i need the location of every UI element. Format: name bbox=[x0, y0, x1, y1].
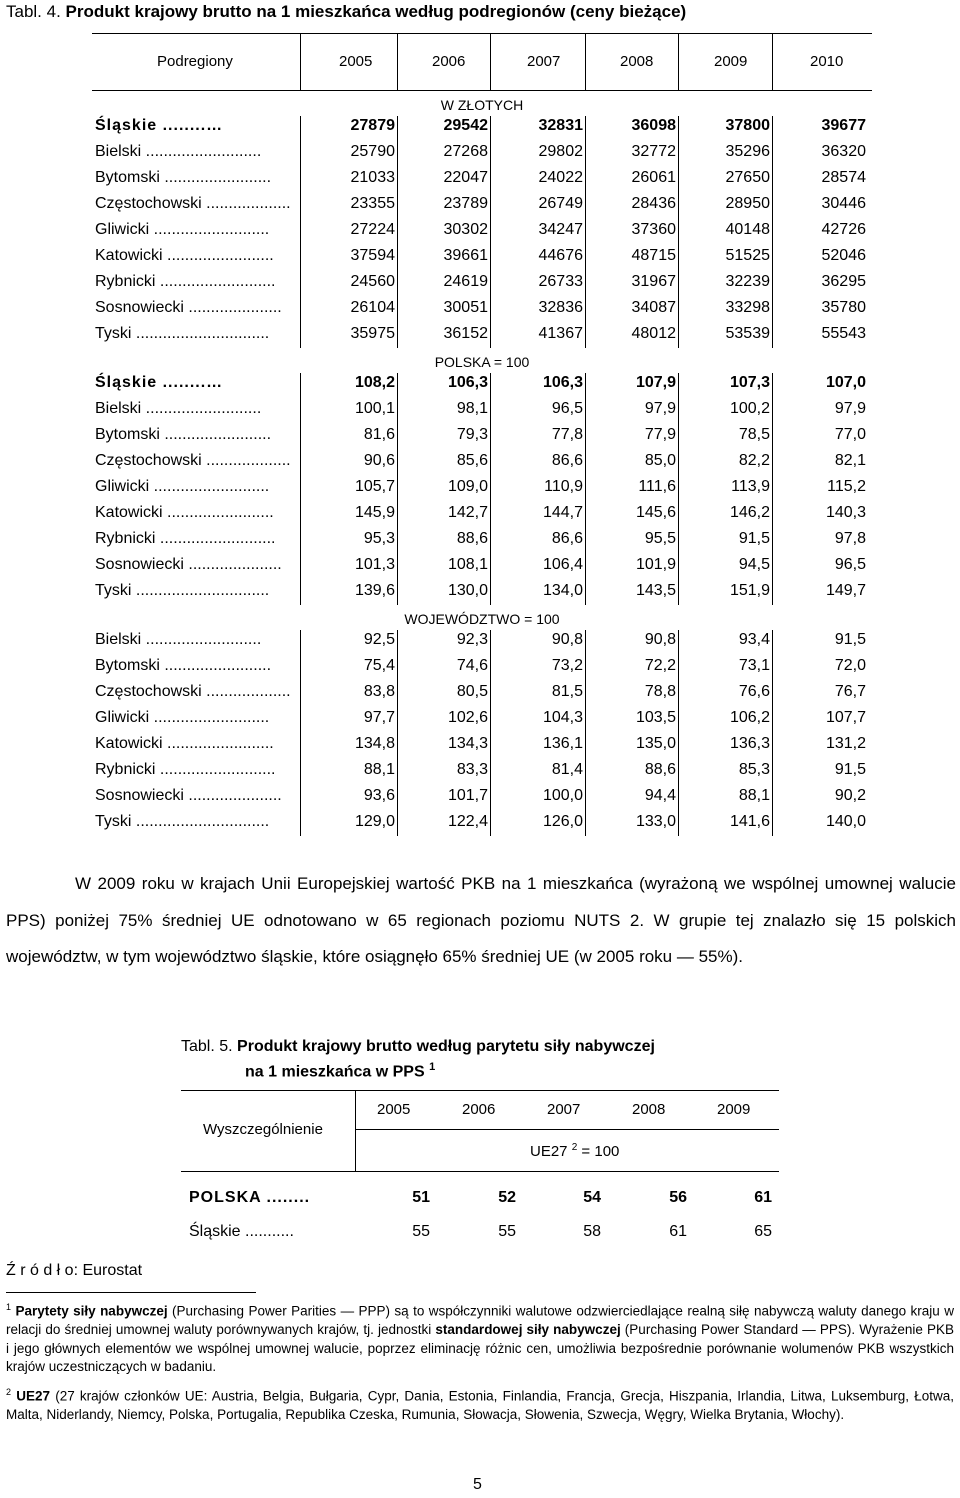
table4-title-text: Produkt krajowy brutto na 1 mieszkańca według podregionów (ceny bieżące) bbox=[65, 2, 687, 21]
table5-cell: 52 bbox=[498, 1189, 516, 1206]
table4-cell: 75,4 bbox=[363, 657, 395, 674]
table4-cell: 88,1 bbox=[738, 787, 770, 804]
table4-row-label: Bytomski ........................ bbox=[95, 657, 272, 674]
table4-header bbox=[92, 33, 872, 91]
table4-cell: 30302 bbox=[443, 221, 488, 238]
table4-cell: 36098 bbox=[631, 117, 676, 134]
table4-row-label: Bytomski ........................ bbox=[95, 169, 272, 186]
table4-cell: 91,5 bbox=[834, 631, 866, 648]
table4-cell: 140,0 bbox=[825, 813, 866, 830]
table4-column-rule bbox=[300, 630, 301, 836]
table4-cell: 105,7 bbox=[354, 478, 395, 495]
table4-cell: 91,5 bbox=[738, 530, 770, 547]
table4-row-label: Katowicki ........................ bbox=[95, 247, 274, 264]
footnote-2-number: 2 bbox=[6, 1387, 12, 1397]
table4-cell: 36295 bbox=[821, 273, 866, 290]
table4-row-label: Sosnowiecki ..................... bbox=[95, 299, 282, 316]
table4-row-label: Bielski .......................... bbox=[95, 631, 262, 648]
table4-row bbox=[92, 553, 872, 579]
table4-cell: 90,8 bbox=[644, 631, 676, 648]
table4-cell: 98,1 bbox=[456, 400, 488, 417]
table4-cell: 106,2 bbox=[729, 709, 770, 726]
table4-cell: 106,4 bbox=[542, 556, 583, 573]
table5-header-year: 2008 bbox=[632, 1101, 666, 1118]
table4 bbox=[92, 33, 872, 830]
table4-cell: 139,6 bbox=[354, 582, 395, 599]
table4-column-rule bbox=[300, 373, 301, 605]
table4-cell: 29542 bbox=[443, 117, 488, 134]
table4-cell: 96,5 bbox=[834, 556, 866, 573]
table4-cell: 40148 bbox=[725, 221, 770, 238]
table4-cell: 39661 bbox=[443, 247, 488, 264]
table4-cell: 81,6 bbox=[363, 426, 395, 443]
table4-cell: 86,6 bbox=[551, 530, 583, 547]
table4-cell: 141,6 bbox=[729, 813, 770, 830]
table4-cell: 33298 bbox=[725, 299, 770, 316]
table4-row bbox=[92, 397, 872, 423]
table4-row-label: Gliwicki .......................... bbox=[95, 709, 270, 726]
table4-cell: 28950 bbox=[725, 195, 770, 212]
table4-cell: 108,2 bbox=[354, 374, 395, 391]
table4-section-label: W ZŁOTYCH bbox=[440, 97, 524, 113]
table5-unit-suffix: = 100 bbox=[577, 1143, 620, 1160]
table4-row-label: Tyski .............................. bbox=[95, 813, 270, 830]
table5-cell: 55 bbox=[498, 1223, 516, 1240]
table4-row-label: Rybnicki .......................... bbox=[95, 530, 276, 547]
table4-cell: 27879 bbox=[350, 117, 395, 134]
table4-cell: 107,9 bbox=[635, 374, 676, 391]
table4-cell: 52046 bbox=[821, 247, 866, 264]
table4-cell: 85,0 bbox=[644, 452, 676, 469]
table4-cell: 110,9 bbox=[544, 478, 583, 495]
table4-header-year: 2009 bbox=[714, 53, 748, 70]
table5-cell: 65 bbox=[754, 1223, 772, 1240]
table4-column-rule bbox=[585, 630, 586, 836]
footnote-rule bbox=[6, 1292, 256, 1293]
table5-title-line2: na 1 mieszkańca w PPS bbox=[245, 1063, 425, 1081]
table4-cell: 73,1 bbox=[738, 657, 770, 674]
table4-row bbox=[92, 114, 872, 140]
table4-row bbox=[92, 475, 872, 501]
table4-cell: 51525 bbox=[725, 247, 770, 264]
table4-cell: 36320 bbox=[821, 143, 866, 160]
table4-cell: 80,5 bbox=[456, 683, 488, 700]
table5-cell: 58 bbox=[583, 1223, 601, 1240]
table4-cell: 143,5 bbox=[635, 582, 676, 599]
table4-row bbox=[92, 810, 872, 836]
table4-cell: 76,6 bbox=[738, 683, 770, 700]
table5-title-line1: Produkt krajowy brutto według parytetu siły nabywczej bbox=[237, 1038, 655, 1055]
table4-column-rule bbox=[585, 116, 586, 348]
table4-cell: 97,9 bbox=[644, 400, 676, 417]
table4-cell: 24022 bbox=[538, 169, 583, 186]
table4-row bbox=[92, 628, 872, 654]
table4-cell: 36152 bbox=[443, 325, 488, 342]
table4-cell: 77,9 bbox=[644, 426, 676, 443]
table5-title bbox=[181, 1037, 655, 1082]
table4-cell: 77,0 bbox=[834, 426, 866, 443]
table4-cell: 22047 bbox=[443, 169, 488, 186]
table4-cell: 48715 bbox=[631, 247, 676, 264]
table4-cell: 34087 bbox=[631, 299, 676, 316]
table4-cell: 26749 bbox=[538, 195, 583, 212]
footnote-1-text-b: (Purchasing Power Standard — PPS). Wyrażenie PKB i jego głównych elementów we wspólnej umownej walucie, poprzez eliminację różnic cen, umożliwia bezpośrednie porównanie wolumenów PKB wszystkich krajów uczestniczących w badaniu. bbox=[6, 1322, 954, 1374]
table4-row-label: Sosnowiecki ..................... bbox=[95, 556, 282, 573]
table4-header-rule bbox=[397, 34, 398, 90]
table4-header-rule bbox=[490, 34, 491, 90]
table4-cell: 95,3 bbox=[363, 530, 395, 547]
table4-row bbox=[92, 296, 872, 322]
table4-cell: 23789 bbox=[443, 195, 488, 212]
table4-cell: 35296 bbox=[725, 143, 770, 160]
table4-cell: 144,7 bbox=[542, 504, 583, 521]
table5-unit-prefix: UE27 bbox=[530, 1143, 568, 1160]
table4-cell: 129,0 bbox=[354, 813, 395, 830]
table4-cell: 100,1 bbox=[354, 400, 395, 417]
table5-row bbox=[189, 1186, 779, 1212]
table4-cell: 131,2 bbox=[825, 735, 866, 752]
table4-section-label: WOJEWÓDZTWO = 100 bbox=[404, 611, 560, 627]
table4-row-label: Katowicki ........................ bbox=[95, 504, 274, 521]
body-paragraph-text: W 2009 roku w krajach Unii Europejskiej wartość PKB na 1 mieszkańca (wyrażoną we wspólnej umownej walucie PPS) poniżej 75% średniej UE odnotowano w 65 regionach poziomu NUTS 2. W grupie tej znalazło się 15 polskich województw, w tym województwo śląskie, które osiągnęło 65% średniej UE (w 2005 roku — 55%). bbox=[6, 874, 956, 966]
table4-row-label: Gliwicki .......................... bbox=[95, 221, 270, 238]
table4-cell: 27224 bbox=[350, 221, 395, 238]
footnote-2-text: (27 krajów członków UE: Austria, Belgia, Bułgaria, Cypr, Dania, Estonia, Finlandia, Francja, Grecja, Hiszpania, Irlandia, Litwa, Luksemburg, Łotwa, Malta, Niderlandy, Niemcy, Polska, Portugalia, Republika Czeska, Rumunia, Słowacja, Słowenia, Szwecja, Węgry, Wielka Brytania, Włochy). bbox=[6, 1388, 954, 1422]
table4-row bbox=[92, 501, 872, 527]
table5-header-label: Wyszczególnienie bbox=[203, 1121, 323, 1138]
table4-header-year: 2007 bbox=[527, 53, 561, 70]
table4-header-podregiony: Podregiony bbox=[157, 53, 233, 70]
table4-cell: 28436 bbox=[631, 195, 676, 212]
table4-row-label: Śląskie ........… bbox=[95, 374, 224, 391]
table4-cell: 122,4 bbox=[447, 813, 488, 830]
table4-cell: 97,9 bbox=[834, 400, 866, 417]
footnote-2 bbox=[6, 1383, 954, 1425]
table5-row bbox=[189, 1220, 779, 1246]
table4-row bbox=[92, 758, 872, 784]
table5-unit-footnote-ref: 2 bbox=[571, 1142, 578, 1153]
table4-row bbox=[92, 527, 872, 553]
table4-row bbox=[92, 270, 872, 296]
table4-row bbox=[92, 192, 872, 218]
table4-row-label: Katowicki ........................ bbox=[95, 735, 274, 752]
table4-header-year: 2005 bbox=[339, 53, 373, 70]
table4-cell: 72,2 bbox=[644, 657, 676, 674]
table5-cell: 51 bbox=[412, 1189, 430, 1206]
table4-cell: 149,7 bbox=[825, 582, 866, 599]
table4-cell: 72,0 bbox=[834, 657, 866, 674]
footnote-1 bbox=[6, 1298, 954, 1377]
table4-row bbox=[92, 449, 872, 475]
table4-cell: 44676 bbox=[538, 247, 583, 264]
table4-title bbox=[6, 2, 686, 22]
table4-row-label: Rybnicki .......................... bbox=[95, 761, 276, 778]
table4-cell: 27268 bbox=[443, 143, 488, 160]
table4-cell: 101,3 bbox=[354, 556, 395, 573]
table4-row-label: Rybnicki .......................... bbox=[95, 273, 276, 290]
table4-cell: 88,6 bbox=[456, 530, 488, 547]
table4-cell: 34247 bbox=[538, 221, 583, 238]
table4-cell: 93,6 bbox=[363, 787, 395, 804]
table5-header-year: 2005 bbox=[377, 1101, 411, 1118]
table4-row bbox=[92, 706, 872, 732]
table4-header-rule bbox=[300, 34, 301, 90]
table4-cell: 32772 bbox=[631, 143, 676, 160]
table4-column-rule bbox=[772, 630, 773, 836]
table4-row-label: Częstochowski ................... bbox=[95, 452, 291, 469]
table4-cell: 136,3 bbox=[729, 735, 770, 752]
table4-cell: 111,6 bbox=[638, 478, 676, 495]
footnote-2-term: UE27 bbox=[16, 1388, 50, 1404]
table5-cell: 56 bbox=[669, 1189, 687, 1206]
table4-cell: 37360 bbox=[631, 221, 676, 238]
table4-column-rule bbox=[397, 630, 398, 836]
table4-row bbox=[92, 166, 872, 192]
table4-row-label: Bytomski ........................ bbox=[95, 426, 272, 443]
table4-header-year: 2008 bbox=[620, 53, 654, 70]
table4-column-rule bbox=[490, 630, 491, 836]
table4-cell: 39677 bbox=[821, 117, 866, 134]
table4-header-rule bbox=[772, 34, 773, 90]
table4-cell: 88,6 bbox=[644, 761, 676, 778]
table4-header-rule bbox=[678, 34, 679, 90]
table4-column-rule bbox=[490, 116, 491, 348]
table4-cell: 53539 bbox=[725, 325, 770, 342]
table4-column-rule bbox=[300, 116, 301, 348]
table4-cell: 136,1 bbox=[542, 735, 583, 752]
table4-cell: 81,4 bbox=[551, 761, 583, 778]
table4-cell: 101,7 bbox=[447, 787, 488, 804]
table4-cell: 134,8 bbox=[354, 735, 395, 752]
table4-cell: 78,8 bbox=[644, 683, 676, 700]
table4-row bbox=[92, 423, 872, 449]
table4-cell: 76,7 bbox=[834, 683, 866, 700]
table4-header-rule bbox=[585, 34, 586, 90]
table4-cell: 55543 bbox=[821, 325, 866, 342]
table5-cell: 61 bbox=[669, 1223, 687, 1240]
table4-cell: 30051 bbox=[443, 299, 488, 316]
table4-cell: 25790 bbox=[350, 143, 395, 160]
table4-cell: 77,8 bbox=[551, 426, 583, 443]
table4-cell: 108,1 bbox=[447, 556, 488, 573]
table4-cell: 101,9 bbox=[635, 556, 676, 573]
table4-cell: 73,2 bbox=[551, 657, 583, 674]
table4-cell: 83,8 bbox=[363, 683, 395, 700]
body-paragraph bbox=[6, 866, 956, 976]
table4-cell: 113,9 bbox=[731, 478, 770, 495]
table4-column-rule bbox=[678, 373, 679, 605]
table4-column-rule bbox=[772, 116, 773, 348]
table5-header-divider bbox=[355, 1091, 356, 1171]
table4-cell: 26061 bbox=[631, 169, 676, 186]
table4-column-rule bbox=[490, 373, 491, 605]
table4-cell: 23355 bbox=[350, 195, 395, 212]
table4-column-rule bbox=[585, 373, 586, 605]
table4-cell: 21033 bbox=[350, 169, 395, 186]
table4-cell: 90,8 bbox=[551, 631, 583, 648]
footnote-1-term-2: standardowej siły nabywczej bbox=[435, 1322, 621, 1337]
table4-cell: 85,6 bbox=[456, 452, 488, 469]
table4-row bbox=[92, 784, 872, 810]
table5-cell: 61 bbox=[754, 1189, 772, 1206]
table4-cell: 74,6 bbox=[456, 657, 488, 674]
table4-cell: 94,4 bbox=[644, 787, 676, 804]
table4-row bbox=[92, 371, 872, 397]
table4-cell: 78,5 bbox=[738, 426, 770, 443]
table5-cell: 55 bbox=[412, 1223, 430, 1240]
table5-unit bbox=[530, 1142, 619, 1160]
table4-cell: 82,2 bbox=[738, 452, 770, 469]
table4-cell: 142,7 bbox=[447, 504, 488, 521]
table4-row-label: Sosnowiecki ..................... bbox=[95, 787, 282, 804]
table4-cell: 100,0 bbox=[542, 787, 583, 804]
footnote-1-number: 1 bbox=[6, 1302, 12, 1312]
table4-row bbox=[92, 579, 872, 605]
table4-cell: 24619 bbox=[443, 273, 488, 290]
table5-row-label: POLSKA ........ bbox=[189, 1189, 311, 1206]
table4-cell: 92,3 bbox=[456, 631, 488, 648]
table5-header bbox=[181, 1090, 779, 1172]
table4-cell: 102,6 bbox=[447, 709, 488, 726]
table5-header-rule bbox=[356, 1129, 779, 1130]
table4-cell: 94,5 bbox=[738, 556, 770, 573]
table4-cell: 86,6 bbox=[551, 452, 583, 469]
table5-row-label: Śląskie ........... bbox=[189, 1223, 294, 1240]
table4-cell: 37594 bbox=[350, 247, 395, 264]
table4-cell: 30446 bbox=[821, 195, 866, 212]
table4-cell: 90,6 bbox=[363, 452, 395, 469]
table4-cell: 106,3 bbox=[542, 374, 583, 391]
table4-cell: 81,5 bbox=[551, 683, 583, 700]
table4-cell: 35975 bbox=[350, 325, 395, 342]
table5-header-year: 2007 bbox=[547, 1101, 581, 1118]
table4-cell: 106,3 bbox=[447, 374, 488, 391]
table4-cell: 145,6 bbox=[635, 504, 676, 521]
table4-cell: 134,3 bbox=[447, 735, 488, 752]
table4-cell: 115,2 bbox=[827, 478, 866, 495]
source-note: Ź r ó d ł o: Eurostat bbox=[6, 1262, 143, 1279]
table4-row-label: Tyski .............................. bbox=[95, 325, 270, 342]
table4-cell: 151,9 bbox=[729, 582, 770, 599]
table4-number: Tabl. 4. bbox=[6, 2, 61, 21]
table4-column-rule bbox=[772, 373, 773, 605]
table5-number: Tabl. 5. bbox=[181, 1038, 233, 1055]
table4-cell: 27650 bbox=[725, 169, 770, 186]
table4-cell: 88,1 bbox=[363, 761, 395, 778]
table4-cell: 32831 bbox=[538, 117, 583, 134]
table4-cell: 42726 bbox=[821, 221, 866, 238]
table4-cell: 26104 bbox=[350, 299, 395, 316]
table4-row-label: Częstochowski ................... bbox=[95, 195, 291, 212]
table4-cell: 145,9 bbox=[354, 504, 395, 521]
table4-cell: 28574 bbox=[821, 169, 866, 186]
page-number: 5 bbox=[473, 1476, 482, 1493]
table4-row-label: Częstochowski ................... bbox=[95, 683, 291, 700]
table4-cell: 133,0 bbox=[635, 813, 676, 830]
table4-section-label: POLSKA = 100 bbox=[434, 354, 530, 370]
table4-cell: 107,7 bbox=[825, 709, 866, 726]
table4-row bbox=[92, 244, 872, 270]
table4-cell: 26733 bbox=[538, 273, 583, 290]
table4-cell: 109,0 bbox=[447, 478, 488, 495]
table4-cell: 90,2 bbox=[834, 787, 866, 804]
footnote-1-term: Parytety siły nabywczej bbox=[15, 1303, 168, 1319]
table4-cell: 97,8 bbox=[834, 530, 866, 547]
table4-cell: 146,2 bbox=[729, 504, 770, 521]
table4-row bbox=[92, 322, 872, 348]
table4-cell: 93,4 bbox=[738, 631, 770, 648]
table4-cell: 126,0 bbox=[542, 813, 583, 830]
table4-cell: 82,1 bbox=[834, 452, 866, 469]
table4-cell: 100,2 bbox=[729, 400, 770, 417]
table4-column-rule bbox=[678, 116, 679, 348]
table5-cell: 54 bbox=[583, 1189, 601, 1206]
table5-header-year: 2009 bbox=[717, 1101, 751, 1118]
table4-row bbox=[92, 218, 872, 244]
table4-cell: 140,3 bbox=[825, 504, 866, 521]
table4-row bbox=[92, 140, 872, 166]
table4-cell: 91,5 bbox=[834, 761, 866, 778]
table4-cell: 32239 bbox=[725, 273, 770, 290]
table4-cell: 29802 bbox=[538, 143, 583, 160]
table4-cell: 48012 bbox=[631, 325, 676, 342]
footnote-1-text-a: (Purchasing Power Parities — PPP) są to współczynniki walutowe odzwierciedlające realną siłę nabywczą waluty danego kraju w relacji do średniej umownej waluty porównywanych krajów, tj. jednostki bbox=[6, 1303, 954, 1337]
table4-header-year: 2010 bbox=[810, 53, 844, 70]
table4-row-label: Śląskie ........… bbox=[95, 117, 224, 134]
table4-cell: 32836 bbox=[538, 299, 583, 316]
table5-header-year: 2006 bbox=[462, 1101, 496, 1118]
table4-column-rule bbox=[397, 373, 398, 605]
table4-row-label: Tyski .............................. bbox=[95, 582, 270, 599]
table4-cell: 104,3 bbox=[542, 709, 583, 726]
table5-title-footnote-ref: 1 bbox=[429, 1061, 436, 1073]
table4-cell: 31967 bbox=[631, 273, 676, 290]
table4-row-label: Bielski .......................... bbox=[95, 143, 262, 160]
table4-cell: 130,0 bbox=[447, 582, 488, 599]
table4-cell: 85,3 bbox=[738, 761, 770, 778]
table4-cell: 134,0 bbox=[542, 582, 583, 599]
table4-cell: 135,0 bbox=[635, 735, 676, 752]
table4-cell: 95,5 bbox=[644, 530, 676, 547]
table4-cell: 107,3 bbox=[729, 374, 770, 391]
table4-column-rule bbox=[678, 630, 679, 836]
table4-row bbox=[92, 680, 872, 706]
table4-header-year: 2006 bbox=[432, 53, 466, 70]
table4-cell: 83,3 bbox=[456, 761, 488, 778]
table4-cell: 24560 bbox=[350, 273, 395, 290]
table4-cell: 35780 bbox=[821, 299, 866, 316]
table4-cell: 41367 bbox=[538, 325, 583, 342]
table4-cell: 92,5 bbox=[363, 631, 395, 648]
table4-cell: 96,5 bbox=[551, 400, 583, 417]
table4-cell: 37800 bbox=[725, 117, 770, 134]
table4-cell: 97,7 bbox=[363, 709, 395, 726]
table4-cell: 103,5 bbox=[635, 709, 676, 726]
table4-column-rule bbox=[397, 116, 398, 348]
table4-row-label: Bielski .......................... bbox=[95, 400, 262, 417]
table4-cell: 79,3 bbox=[456, 426, 488, 443]
table4-row bbox=[92, 654, 872, 680]
table4-cell: 107,0 bbox=[825, 374, 866, 391]
table4-row-label: Gliwicki .......................... bbox=[95, 478, 270, 495]
table4-row bbox=[92, 732, 872, 758]
